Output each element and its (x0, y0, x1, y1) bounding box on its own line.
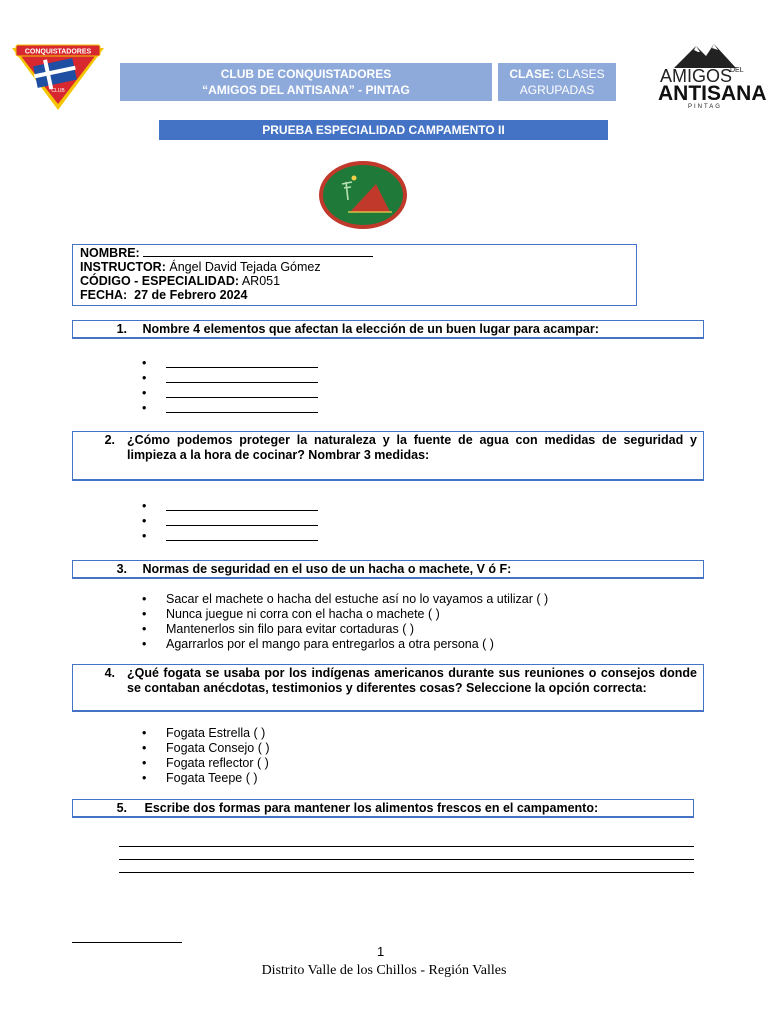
question-number: 2. (104, 433, 115, 447)
svg-text:CLUB: CLUB (51, 88, 65, 94)
question-5 (72, 799, 694, 818)
footer-text: Distrito Valle de los Chillos - Región Valles (261, 963, 507, 978)
fecha-label: FECHA: (80, 288, 128, 302)
clase-value-2: AGRUPADAS (519, 83, 595, 97)
question-text: Normas de seguridad en el uso de un hacha o machete, V ó F: (142, 562, 512, 576)
fecha-value: 27 de Febrero 2024 (134, 288, 248, 302)
page-number: 1 (377, 944, 385, 959)
question-2 (72, 431, 704, 481)
club-line-2: “AMIGOS DEL ANTISANA” - PINTAG (202, 83, 410, 97)
answer-line[interactable] (119, 872, 694, 873)
conquistadores-logo (10, 42, 106, 112)
student-info-box (72, 244, 637, 306)
answer-line[interactable] (119, 859, 694, 860)
footnote-separator (72, 942, 182, 943)
answer-line[interactable] (119, 846, 694, 847)
question-number: 4. (104, 666, 115, 680)
question-text: Escribe dos formas para mantener los alimentos frescos en el campamento: (144, 801, 599, 815)
question-1 (72, 320, 704, 339)
question-3 (72, 560, 704, 579)
logo-pintag-text: PINTAG (688, 104, 722, 110)
question-number: 3. (116, 562, 127, 576)
instructor-label: INSTRUCTOR: (80, 260, 166, 274)
club-line-1: CLUB DE CONQUISTADORES (220, 67, 392, 81)
question-text: ¿Cómo podemos proteger la naturaleza y la fuente de agua con medidas de seguridad y limpieza a la hora de cocinar? Nombrar 3 medidas: (127, 433, 697, 462)
club-name-box (120, 63, 492, 101)
nombre-field[interactable] (143, 246, 373, 257)
clase-label: CLASE: (509, 67, 554, 81)
clase-box (498, 63, 616, 101)
question-text: ¿Qué fogata se usaba por los indígenas americanos durante sus reuniones o consejos donde se contaban anécdotas, testimonios y diferentes cosas? Seleccione la opción correcta: (127, 666, 697, 695)
nombre-label: NOMBRE: (80, 246, 140, 260)
instructor-value: Ángel David Tejada Gómez (169, 260, 321, 274)
clase-value-1: CLASES (557, 67, 605, 81)
logo-del-text: DEL (730, 67, 744, 74)
amigos-antisana-logo (654, 40, 767, 114)
codigo-value: AR051 (241, 274, 281, 288)
codigo-label: CÓDIGO - ESPECIALIDAD: (80, 274, 240, 288)
campamento-badge-icon (318, 160, 408, 230)
question-number: 5. (116, 801, 127, 815)
question-number: 1. (116, 322, 127, 336)
page-title: PRUEBA ESPECIALIDAD CAMPAMENTO II (159, 120, 608, 140)
question-4 (72, 664, 704, 712)
logo-text: CONQUISTADORES (24, 48, 92, 56)
logo-amigos-text: AMIGOS (660, 66, 733, 86)
logo-antisana-text: ANTISANA (658, 82, 767, 105)
question-text: Nombre 4 elementos que afectan la elección de un buen lugar para acampar: (142, 322, 599, 336)
